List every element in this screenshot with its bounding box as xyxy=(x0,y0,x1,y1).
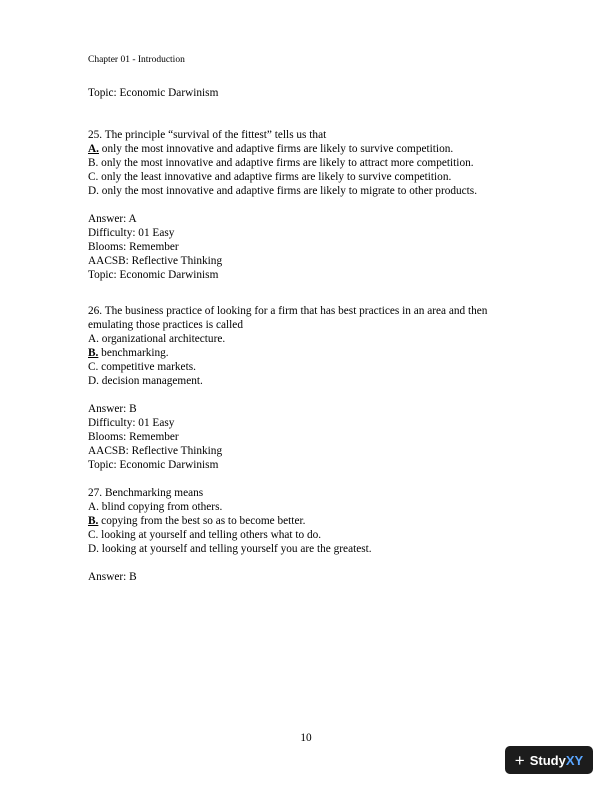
topic-line: Topic: Economic Darwinism xyxy=(88,87,219,99)
plus-icon: + xyxy=(514,750,525,770)
question-26-stem-line-2: emulating those practices is called xyxy=(88,319,243,331)
question-25-aacsb: AACSB: Reflective Thinking xyxy=(88,255,223,267)
question-27-option-b: B. copying from the best so as to become better. xyxy=(88,515,306,527)
question-26-answer: Answer: B xyxy=(88,403,137,415)
question-26-aacsb: AACSB: Reflective Thinking xyxy=(88,445,223,457)
question-26-stem-line-1: 26. The business practice of looking for a firm that has best practices in an area and then xyxy=(88,305,488,317)
question-27-stem: 27. Benchmarking means xyxy=(88,487,204,499)
question-27-option-a: A. blind copying from others. xyxy=(88,501,223,513)
studyxy-logo xyxy=(505,746,593,774)
page-number: 10 xyxy=(300,732,312,744)
question-26-option-a: A. organizational architecture. xyxy=(88,333,226,345)
question-25-option-a: A. only the most innovative and adaptive firms are likely to survive competition. xyxy=(88,143,454,155)
question-26-difficulty: Difficulty: 01 Easy xyxy=(88,417,175,429)
question-26-blooms: Blooms: Remember xyxy=(88,431,179,443)
question-25-answer: Answer: A xyxy=(88,213,137,225)
brand-accent: XY xyxy=(565,752,584,768)
question-25-difficulty: Difficulty: 01 Easy xyxy=(88,227,175,239)
question-25-blooms: Blooms: Remember xyxy=(88,241,179,253)
question-26-topic: Topic: Economic Darwinism xyxy=(88,459,219,471)
question-26-option-d: D. decision management. xyxy=(88,375,203,387)
correct-answer-marker: B. xyxy=(88,347,99,359)
question-27-option-c: C. looking at yourself and telling others what to do. xyxy=(88,529,322,541)
chapter-header: Chapter 01 - Introduction xyxy=(88,55,185,65)
question-25-option-b: B. only the most innovative and adaptive firms are likely to attract more competition. xyxy=(88,157,474,169)
question-27-answer: Answer: B xyxy=(88,571,137,583)
brand-name: Study xyxy=(529,752,566,768)
correct-answer-marker: B. xyxy=(88,515,99,527)
question-25-option-c: C. only the least innovative and adaptive firms are likely to survive competition. xyxy=(88,171,452,183)
question-25-option-d: D. only the most innovative and adaptive firms are likely to migrate to other products. xyxy=(88,185,478,197)
correct-answer-marker: A. xyxy=(88,143,99,155)
question-25-topic: Topic: Economic Darwinism xyxy=(88,269,219,281)
question-26-option-c: C. competitive markets. xyxy=(88,361,196,373)
question-25-stem: 25. The principle “survival of the fittest” tells us that xyxy=(88,129,327,141)
question-27-option-d: D. looking at yourself and telling yourself you are the greatest. xyxy=(88,543,372,555)
question-26-option-b: B. benchmarking. xyxy=(88,347,169,359)
